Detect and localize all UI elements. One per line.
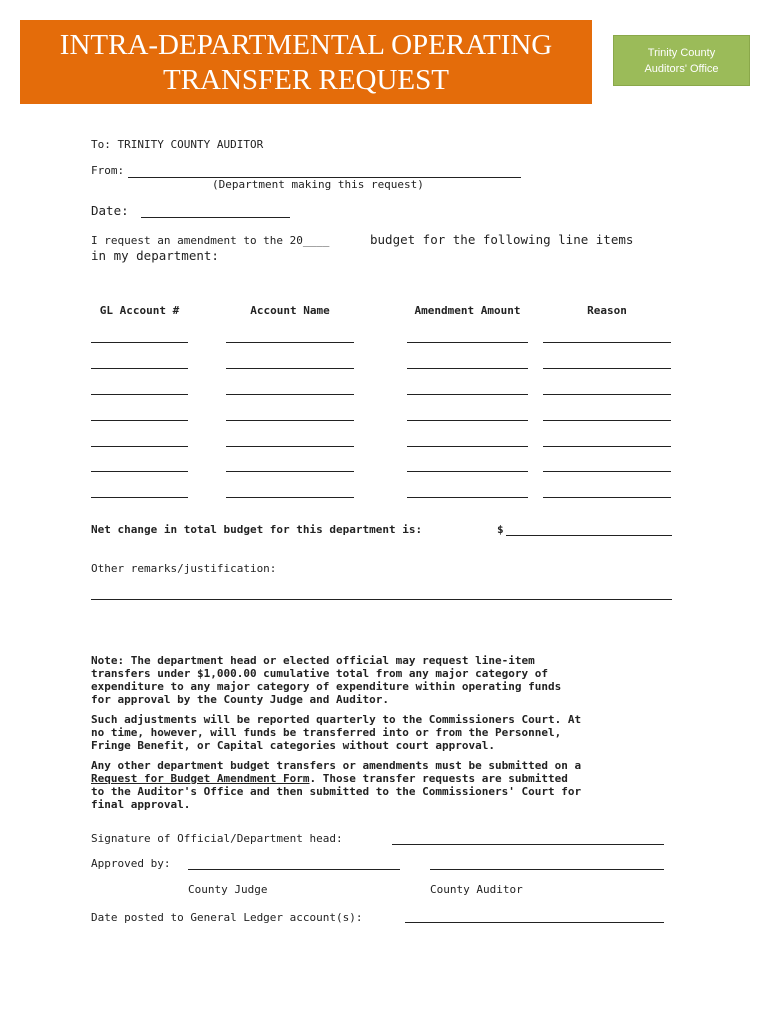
form-title-banner	[20, 20, 592, 104]
form-title-line1: INTRA-DEPARTMENTAL OPERATING	[59, 29, 553, 61]
note-line: transfers under $1,000.00 cumulative total from any major category of	[91, 667, 548, 680]
note-text: . Those transfer requests are submitted	[309, 772, 568, 785]
amendment-amount-field[interactable]	[407, 420, 528, 421]
note-line: Note: The department head or elected official may request line-item	[91, 654, 535, 667]
reason-field[interactable]	[543, 471, 671, 472]
office-badge-line1: Trinity County	[647, 47, 716, 59]
account-name-field[interactable]	[226, 342, 354, 343]
gl-account-field[interactable]	[91, 497, 188, 498]
gl-account-field[interactable]	[91, 420, 188, 421]
form-title-line2: TRANSFER REQUEST	[162, 64, 449, 96]
county-auditor-signature-field[interactable]	[430, 869, 664, 870]
currency-symbol: $	[497, 523, 504, 536]
account-name-field[interactable]	[226, 497, 354, 498]
column-header-account-name: Account Name	[250, 304, 330, 317]
column-header-reason: Reason	[587, 304, 627, 317]
note-line	[91, 772, 681, 785]
reason-field[interactable]	[543, 420, 671, 421]
column-header-amendment-amount: Amendment Amount	[414, 304, 521, 317]
date-posted-label: Date posted to General Ledger account(s):	[91, 911, 363, 924]
to-label: To: TRINITY COUNTY AUDITOR	[91, 138, 264, 151]
reason-field[interactable]	[543, 342, 671, 343]
request-text-line2: in my department:	[91, 248, 219, 263]
reason-field[interactable]	[543, 368, 671, 369]
amendment-amount-field[interactable]	[407, 497, 528, 498]
county-judge-label: County Judge	[188, 883, 268, 896]
office-badge-line2: Auditors' Office	[644, 63, 719, 75]
request-text-part1: I request an amendment to the 20____	[91, 234, 330, 247]
note-line: Any other department budget transfers or amendments must be submitted on a	[91, 759, 582, 772]
note-line: expenditure to any major category of expenditure within operating funds	[91, 680, 562, 693]
note-line: to the Auditor's Office and then submitted to the Commissioners' Court for	[91, 785, 582, 798]
from-label: From:	[91, 164, 125, 177]
column-header-gl-account: GL Account #	[99, 304, 180, 317]
gl-account-field[interactable]	[91, 368, 188, 369]
date-field[interactable]	[141, 217, 290, 218]
gl-account-field[interactable]	[91, 446, 188, 447]
signature-field[interactable]	[392, 844, 664, 845]
signature-label: Signature of Official/Department head:	[91, 832, 343, 845]
amendment-amount-field[interactable]	[407, 368, 528, 369]
gl-account-field[interactable]	[91, 342, 188, 343]
note-paragraph-1	[91, 654, 681, 706]
note-line: Fringe Benefit, or Capital categories without court approval.	[91, 739, 495, 752]
note-line: Such adjustments will be reported quarterly to the Commissioners Court. At	[91, 713, 582, 726]
note-line: final approval.	[91, 798, 191, 811]
budget-amendment-form-link[interactable]: Request for Budget Amendment Form	[91, 772, 310, 785]
net-change-field[interactable]	[506, 535, 672, 536]
remarks-label: Other remarks/justification:	[91, 562, 277, 575]
gl-account-field[interactable]	[91, 394, 188, 395]
from-hint: (Department making this request)	[212, 178, 424, 191]
approved-by-label: Approved by:	[91, 857, 171, 870]
account-name-field[interactable]	[226, 368, 354, 369]
account-name-field[interactable]	[226, 471, 354, 472]
amendment-amount-field[interactable]	[407, 446, 528, 447]
reason-field[interactable]	[543, 394, 671, 395]
gl-account-field[interactable]	[91, 471, 188, 472]
date-label: Date:	[91, 203, 129, 218]
county-judge-signature-field[interactable]	[188, 869, 400, 870]
reason-field[interactable]	[543, 497, 671, 498]
request-text-part2: budget for the following line items	[370, 232, 634, 247]
note-line: for approval by the County Judge and Auditor.	[91, 693, 390, 706]
account-name-field[interactable]	[226, 420, 354, 421]
account-name-field[interactable]	[226, 446, 354, 447]
remarks-field[interactable]	[91, 599, 672, 600]
office-badge	[613, 35, 750, 86]
note-line: no time, however, will funds be transferred into or from the Personnel,	[91, 726, 562, 739]
net-change-label: Net change in total budget for this department is:	[91, 523, 423, 536]
date-posted-field[interactable]	[405, 922, 664, 923]
amendment-amount-field[interactable]	[407, 394, 528, 395]
amendment-amount-field[interactable]	[407, 342, 528, 343]
note-paragraph-2	[91, 713, 681, 752]
reason-field[interactable]	[543, 446, 671, 447]
amendment-amount-field[interactable]	[407, 471, 528, 472]
county-auditor-label: County Auditor	[430, 883, 523, 896]
note-paragraph-3	[91, 759, 681, 811]
account-name-field[interactable]	[226, 394, 354, 395]
